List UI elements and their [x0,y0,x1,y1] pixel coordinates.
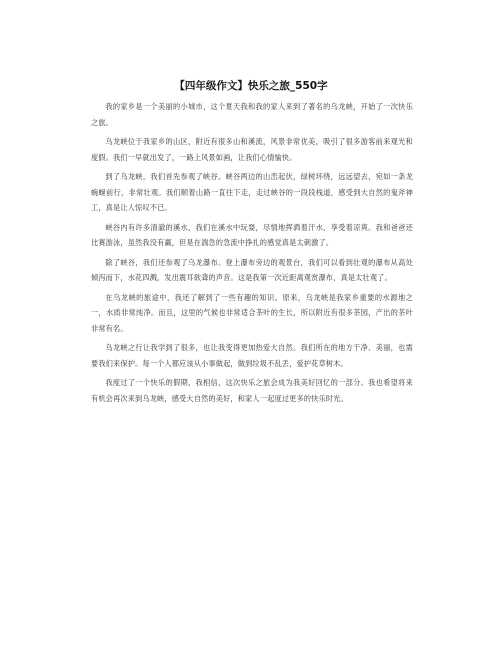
paragraph-8: 我度过了一个快乐的假期，我相信，这次快乐之旅会成为我美好回忆的一部分。我也希望将来有机会再次来到乌龙峡，感受大自然的美好，和家人一起度过更多的快乐时光。 [91,378,413,403]
paragraph-2: 乌龙峡位于我家乡的山区，附近有很多山和溪流，风景非常优美，吸引了很多游客前来观光和度假。我们一早就出发了，一路上风景如画，让我们心情愉快。 [91,137,413,162]
paragraph-1: 我的家乡是一个美丽的小城市，这个夏天我和我的家人来到了著名的乌龙峡，开始了一次快乐之旅。 [91,102,413,127]
paragraph-3: 到了乌龙峡，我们首先参观了峡谷。峡谷两边的山峦起伏，绿树环绕，远远望去，宛如一条龙蜿蜒前行，非常壮观。我们顺着山路一直往下走，走过峡谷的一段段栈道，感受到大自然的鬼斧神工，真是让人惊叹不已。 [91,172,413,212]
paragraph-7: 乌龙峡之行让我学到了很多，也让我变得更加热爱大自然。我们所在的地方干净、美丽，也需要我们来保护。每一个人都应该从小事做起，做到垃圾不乱丢，爱护花草树木。 [91,343,413,368]
paragraph-5: 除了峡谷，我们还参观了乌龙瀑布。登上瀑布旁边的观景台，我们可以看到壮观的瀑布从高处倾泻而下，水花四溅，发出震耳欲聋的声音。这是我第一次近距离观赏瀑布，真是太壮观了。 [91,257,413,282]
paragraph-6: 在乌龙峡的旅途中，我还了解到了一些有趣的知识。原来，乌龙峡是我家乡重要的水源地之一，水质非常纯净。而且，这里的气候也非常适合茶叶的生长，所以附近有很多茶园，产出的茶叶非常有名。 [91,292,413,333]
document-body [91,99,413,410]
paragraph-4: 峡谷内有许多清澈的溪水，我们在溪水中玩耍，尽情地挥洒着汗水，享受着凉爽。我和爸爸还比赛游泳，虽然我没有赢，但是在湍急的急流中挣扎的感觉真是太刺激了。 [91,222,413,247]
document-title: 【四年级作文】快乐之旅_550字 [174,80,328,92]
